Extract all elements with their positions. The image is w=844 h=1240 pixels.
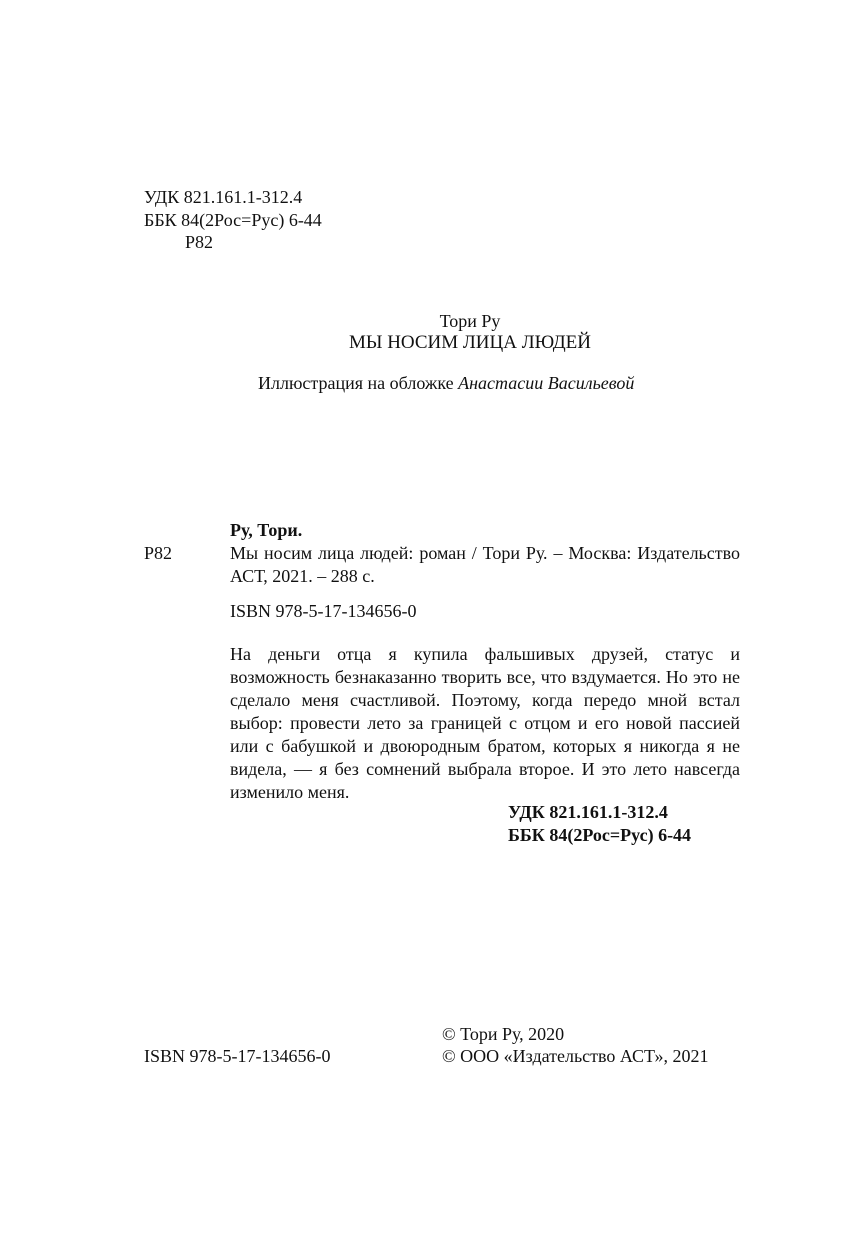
book-title: МЫ НОСИМ ЛИЦА ЛЮДЕЙ bbox=[349, 332, 591, 353]
copyright-publisher: © ООО «Издательство АСТ», 2021 bbox=[442, 1046, 709, 1066]
udk-code-bold: УДК 821.161.1-312.4 bbox=[508, 802, 668, 822]
footer-isbn: ISBN 978-5-17-134656-0 bbox=[144, 1046, 331, 1066]
bbk-code: ББК 84(2Рос=Рус) 6-44 bbox=[144, 210, 322, 230]
book-author: Тори Ру bbox=[439, 311, 501, 331]
udk-code: УДК 821.161.1-312.4 bbox=[144, 187, 303, 207]
bibliographic-author-heading: Ру, Тори. bbox=[230, 520, 303, 540]
copyright-author: © Тори Ру, 2020 bbox=[442, 1024, 565, 1044]
bibliographic-isbn: ISBN 978-5-17-134656-0 bbox=[230, 601, 417, 621]
author-sign: Р82 bbox=[185, 232, 214, 252]
illustration-credit-prefix: Иллюстрация на обложке bbox=[258, 373, 459, 393]
illustration-credit bbox=[258, 372, 634, 394]
annotation-text: На деньги отца я купила фальшивых друзей, статус и возможность безнаказанно творить все, что вздумается. Но это не сделало меня счастливой. Поэтому, когда передо мной встал выбор: провести лето за границей с отцом и его новой пассией или с бабушкой и двоюродным братом, которых я никогда я не видела, — я без сомнений выбрала второе. И это лето навсегда изменило меня. bbox=[230, 644, 740, 802]
bibliographic-author-sign: Р82 bbox=[144, 543, 173, 563]
bibliographic-entry: Мы носим лица людей: роман / Тори Ру. – Москва: Издательство АСТ, 2021. – 288 с. bbox=[230, 543, 740, 586]
bbk-code-bold: ББК 84(2Рос=Рус) 6-44 bbox=[508, 825, 692, 845]
illustrator-name: Анастасии Васильевой bbox=[458, 373, 635, 393]
